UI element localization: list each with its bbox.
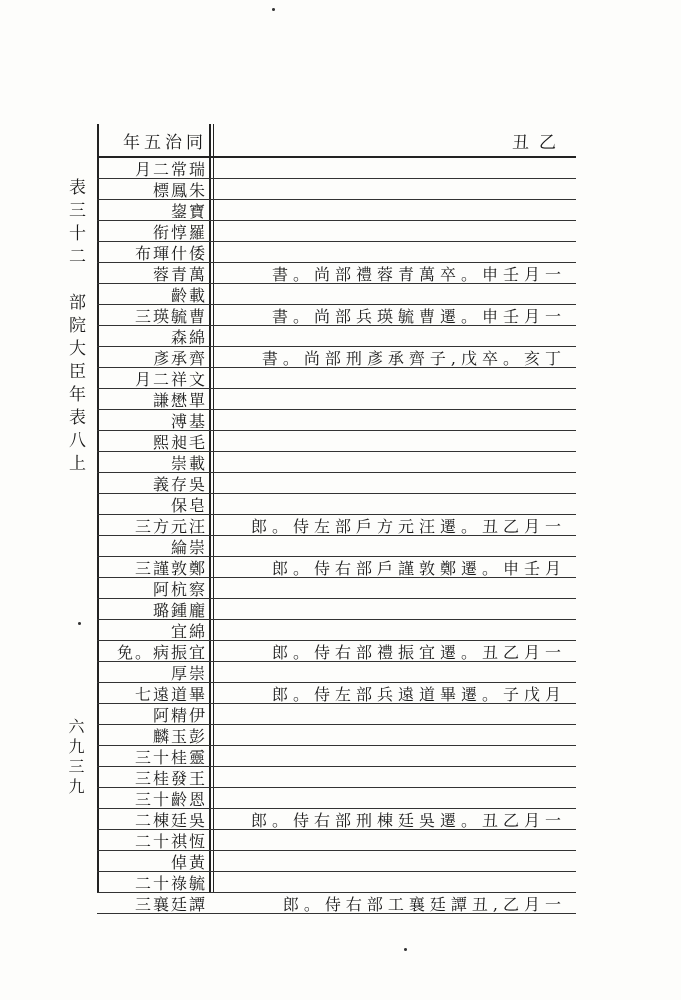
table-row	[97, 158, 576, 179]
official-name: 三襄廷譚	[134, 894, 207, 914]
official-name: 綸崇	[170, 537, 207, 557]
appointment-entry	[221, 725, 566, 745]
table-row	[97, 578, 576, 599]
appointment-entry	[221, 368, 566, 388]
table-row	[97, 368, 576, 389]
appointment-entry	[221, 158, 566, 178]
table-row	[97, 242, 576, 263]
appointment-entry	[221, 389, 566, 409]
table-row	[97, 872, 576, 893]
official-name: 麟玉彭	[152, 726, 207, 746]
official-name: 彥承齊	[152, 348, 207, 368]
table-row	[97, 515, 576, 536]
table-row	[97, 221, 576, 242]
table-row	[97, 851, 576, 872]
appointment-entry	[221, 578, 566, 598]
appointment-entry	[221, 704, 566, 724]
table-row	[97, 452, 576, 473]
table-row	[97, 200, 576, 221]
table-row	[97, 662, 576, 683]
table-row	[97, 767, 576, 788]
table-row	[97, 389, 576, 410]
table-row	[97, 536, 576, 557]
official-name: 謙懋單	[152, 390, 207, 410]
appointment-entry: 郎。侍左部戶方元汪遷。丑乙月一	[250, 516, 566, 536]
official-name: 森綿	[170, 327, 207, 347]
appointment-entry	[221, 242, 566, 262]
appointment-entry: 書。尚部兵瑛毓曹遷。申壬月一	[271, 306, 566, 326]
table-row	[97, 431, 576, 452]
appointment-entry	[221, 221, 566, 241]
appointment-entry	[221, 788, 566, 808]
table-row	[97, 473, 576, 494]
official-name: 宜綿	[170, 621, 207, 641]
table-row	[97, 284, 576, 305]
table-row	[97, 893, 576, 914]
speck	[78, 622, 81, 625]
official-name: 標鳳朱	[152, 180, 207, 200]
appointment-entry	[221, 662, 566, 682]
appointment-entry	[221, 200, 566, 220]
appointment-entry: 郎。侍左部兵遠道畢遷。子戊月	[271, 684, 566, 704]
header-name: 年五治同	[123, 132, 207, 153]
official-name: 倬黃	[170, 852, 207, 872]
table-row	[97, 809, 576, 830]
official-name: 三瑛毓曹	[134, 306, 207, 326]
header-entry: 丑乙	[512, 132, 566, 153]
appointment-entry	[221, 620, 566, 640]
appointment-entry: 郎。侍右部工襄廷譚丑,乙月一	[282, 894, 566, 914]
appointment-entry	[221, 746, 566, 766]
official-name: 衔惇羅	[152, 222, 207, 242]
table-row	[97, 620, 576, 641]
official-name: 三方元汪	[134, 516, 207, 536]
table-row	[97, 410, 576, 431]
table-row	[97, 494, 576, 515]
page-number: 六九三九	[66, 718, 85, 798]
official-name: 二十祿毓	[134, 873, 207, 893]
official-name: 三謹敦鄭	[134, 558, 207, 578]
appointment-entry	[221, 599, 566, 619]
official-name: 齡載	[170, 285, 207, 305]
table-row	[97, 305, 576, 326]
official-name: 溥基	[170, 411, 207, 431]
official-name: 保皂	[170, 495, 207, 515]
appointment-entry: 書。尚部禮蓉青萬卒。申壬月一	[271, 264, 566, 284]
chronology-table	[97, 124, 576, 914]
official-name: 三十桂靈	[134, 747, 207, 767]
table-row	[97, 704, 576, 725]
table-row	[97, 683, 576, 704]
appointment-entry: 郎。侍右部戶謹敦鄭遷。申壬月	[271, 558, 566, 578]
official-name: 阿精伊	[152, 705, 207, 725]
table-header-row	[97, 124, 576, 158]
appointment-entry: 書。尚部刑彥承齊子,戊卒。亥丁	[261, 348, 566, 368]
official-name: 蓉青萬	[152, 264, 207, 284]
appointment-entry	[221, 179, 566, 199]
official-name: 二棟廷吳	[134, 810, 207, 830]
appointment-entry	[221, 851, 566, 871]
official-name: 熙昶毛	[152, 432, 207, 452]
table-row	[97, 557, 576, 578]
table-row	[97, 347, 576, 368]
official-name: 免。病振宜	[116, 642, 207, 662]
official-name: 月二祥文	[134, 369, 207, 389]
table-row	[97, 263, 576, 284]
appointment-entry	[221, 872, 566, 892]
table-row	[97, 179, 576, 200]
appointment-entry	[221, 326, 566, 346]
table-row	[97, 725, 576, 746]
official-name: 鋆寶	[170, 201, 207, 221]
official-name: 義存吳	[152, 474, 207, 494]
table-row	[97, 830, 576, 851]
appointment-entry	[221, 410, 566, 430]
table-rows	[97, 124, 576, 914]
side-title: 表三十二 部院大臣年表八上	[65, 178, 85, 477]
speck	[272, 8, 275, 11]
speck	[404, 948, 407, 951]
appointment-entry	[221, 494, 566, 514]
table-row	[97, 326, 576, 347]
official-name: 三十齡恩	[134, 789, 207, 809]
official-name: 阿杭察	[152, 579, 207, 599]
table-row	[97, 788, 576, 809]
table-row	[97, 641, 576, 662]
official-name: 布琿什倭	[134, 243, 207, 263]
appointment-entry: 郎。侍右部刑棟廷吳遷。丑乙月一	[250, 810, 566, 830]
appointment-entry	[221, 431, 566, 451]
official-name: 二十祺恆	[134, 831, 207, 851]
official-name: 厚崇	[170, 663, 207, 683]
official-name: 崇載	[170, 453, 207, 473]
table-row	[97, 599, 576, 620]
appointment-entry	[221, 536, 566, 556]
appointment-entry	[221, 830, 566, 850]
official-name: 月二常瑞	[134, 159, 207, 179]
official-name: 璐鍾龐	[152, 600, 207, 620]
official-name: 七遠道畢	[134, 684, 207, 704]
appointment-entry	[221, 767, 566, 787]
appointment-entry	[221, 473, 566, 493]
table-row	[97, 746, 576, 767]
appointment-entry	[221, 452, 566, 472]
appointment-entry	[221, 284, 566, 304]
official-name: 三桂發王	[134, 768, 207, 788]
appointment-entry: 郎。侍右部禮振宜遷。丑乙月一	[271, 642, 566, 662]
